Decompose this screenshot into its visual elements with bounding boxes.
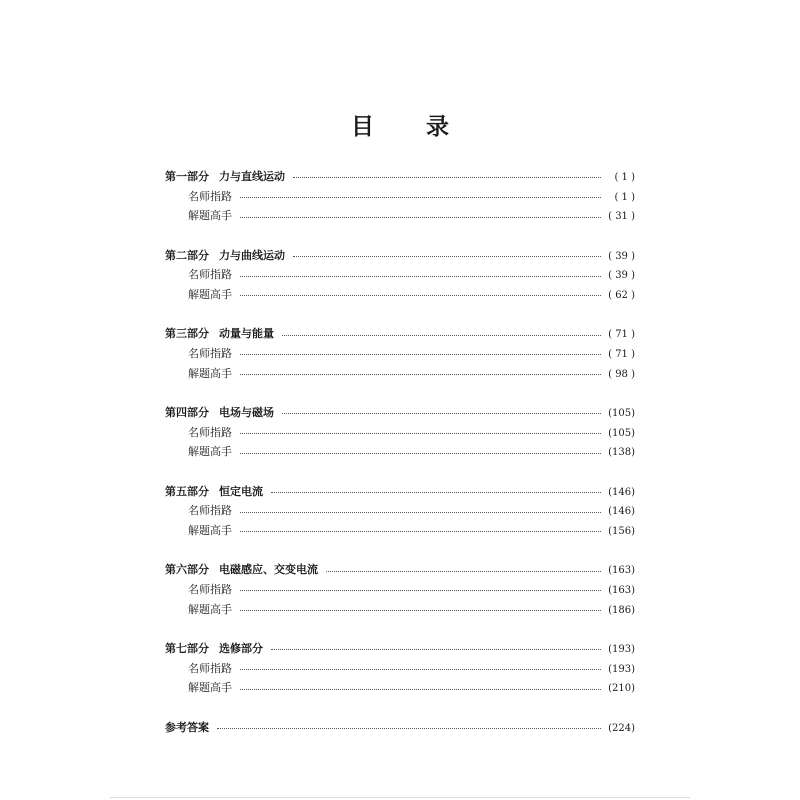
part-number: 第一部分 [165,170,209,183]
page-edge-line [110,797,690,798]
dot-leader [271,491,601,493]
toc-sub-item[interactable] [165,423,635,443]
toc-sub-label: 解题高手 [188,602,232,616]
toc-sub-item[interactable] [165,187,635,207]
toc-sub-label: 名师指路 [188,268,232,282]
table-of-contents [165,167,635,757]
dot-leader [240,216,601,218]
toc-part-label [165,560,326,580]
part-number: 第三部分 [165,327,209,341]
dot-leader [282,412,601,414]
toc-sub-label: 解题高手 [188,681,232,695]
dot-leader [217,727,601,729]
dot-leader [293,176,601,178]
toc-part-label [165,324,282,344]
page-number: (156) [608,526,635,537]
toc-sub-label: 名师指路 [188,661,232,675]
dot-leader [240,452,601,454]
toc-part-heading[interactable] [165,167,635,187]
toc-sub-item[interactable] [165,344,635,364]
toc-sub-label: 解题高手 [188,366,232,380]
page-number: ( 98 ) [608,368,635,380]
page-number: (138) [608,447,635,459]
toc-part-heading[interactable] [165,560,635,580]
toc-part-heading[interactable] [165,324,635,344]
part-number: 第四部分 [165,405,209,419]
part-title: 电磁感应、交变电流 [219,563,318,577]
page-number: ( 31 ) [608,211,635,223]
toc-sub-item[interactable] [165,206,635,226]
toc-sub-item[interactable] [165,659,635,679]
toc-sub-item[interactable] [165,364,635,384]
toc-sub-label: 名师指路 [188,189,232,203]
toc-part-heading[interactable] [165,482,635,502]
page-number: (105) [608,427,635,439]
toc-part-heading[interactable] [165,403,635,423]
dot-leader [240,353,601,355]
page-number: (146) [608,486,635,498]
page-number: ( 71 ) [608,329,635,341]
toc-part-1 [165,167,635,226]
page-number: (224) [608,722,635,734]
page-number: ( 39 ) [608,270,635,282]
part-title: 动量与能量 [219,327,274,341]
page-number: (210) [608,683,635,695]
page-number: (163) [608,565,635,577]
toc-sub-label: 解题高手 [188,445,232,459]
dot-leader [240,432,601,434]
toc-part-label [165,403,282,423]
toc-part-label [165,482,271,502]
toc-part-label [165,639,271,659]
dot-leader [240,668,601,670]
toc-sub-item[interactable] [165,580,635,600]
page-number: (186) [608,604,635,616]
toc-sub-label: 名师指路 [188,582,232,596]
dot-leader [240,294,601,296]
dot-leader [240,530,601,532]
part-title: 选修部分 [219,641,263,655]
part-title: 力与曲线运动 [219,248,285,262]
toc-sub-label: 解题高手 [188,288,232,302]
toc-part-label [165,246,293,266]
page-number: (105) [608,407,635,419]
toc-sub-item[interactable] [165,265,635,285]
toc-part-6 [165,560,635,619]
toc-part-7 [165,639,635,698]
page-number: ( 1 ) [614,172,635,183]
toc-sub-label: 名师指路 [188,504,232,518]
toc-answers-entry[interactable] [165,718,635,738]
part-number: 第六部分 [165,563,209,577]
page-number: ( 1 ) [614,191,635,203]
toc-sub-label: 名师指路 [188,347,232,360]
dot-leader [271,648,601,650]
page-number: ( 62 ) [608,290,635,302]
part-title: 力与直线运动 [219,170,285,183]
dot-leader [282,334,601,336]
dot-leader [240,373,601,375]
dot-leader [240,609,601,611]
dot-leader [326,570,601,572]
toc-part-heading[interactable] [165,639,635,659]
toc-sub-item[interactable] [165,521,635,541]
toc-sub-item[interactable] [165,678,635,698]
dot-leader [240,688,601,690]
page-number: ( 71 ) [608,349,635,360]
toc-sub-label: 名师指路 [188,425,232,439]
part-title: 电场与磁场 [219,405,274,419]
page-number: (163) [608,584,635,596]
part-title: 恒定电流 [219,484,263,498]
toc-sub-item[interactable] [165,442,635,462]
toc-sub-label: 解题高手 [188,524,232,537]
dot-leader [240,511,601,513]
dot-leader [240,589,601,591]
toc-answers-label: 参考答案 [165,720,209,734]
toc-sub-item[interactable] [165,501,635,521]
page-number: ( 39 ) [608,250,635,262]
toc-answers [165,718,635,738]
dot-leader [240,196,601,198]
toc-part-5 [165,482,635,541]
dot-leader [293,255,601,257]
toc-part-2 [165,246,635,305]
toc-sub-item[interactable] [165,285,635,305]
page-title: 目 录 [350,114,471,140]
toc-part-heading[interactable] [165,246,635,266]
part-number: 第七部分 [165,641,209,655]
dot-leader [240,275,601,277]
part-number: 第二部分 [165,248,209,262]
part-number: 第五部分 [165,484,209,498]
page-number: (193) [608,643,635,655]
toc-sub-label: 解题高手 [188,209,232,223]
toc-part-3 [165,324,635,383]
toc-sub-item[interactable] [165,600,635,620]
toc-part-4 [165,403,635,462]
page-number: (193) [608,663,635,675]
toc-part-label [165,167,293,187]
page-number: (146) [608,506,635,518]
